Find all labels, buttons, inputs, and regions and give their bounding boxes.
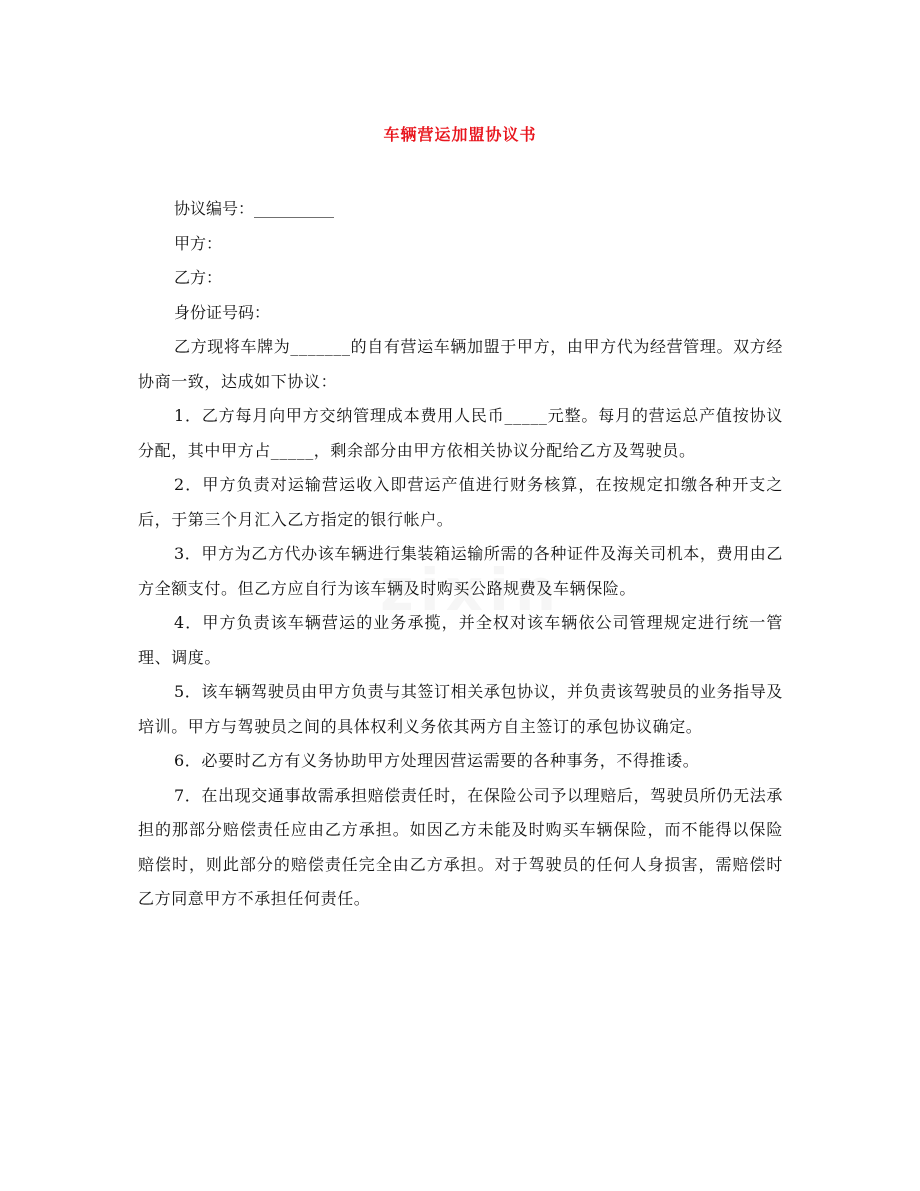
intro-paragraph: 乙方现将车牌为_______的自有营运车辆加盟于甲方，由甲方代为经营管理。双方经协商一致，达成如下协议： <box>138 337 783 391</box>
clause-5: 5．该车辆驾驶员由甲方负责与其签订相关承包协议，并负责该驾驶员的业务指导及培训。甲方与驾驶员之间的具体权利义务依其两方自主签订的承包协议确定。 <box>138 682 783 736</box>
party-a-field: 甲方： <box>174 233 223 253</box>
clause-6: 6．必要时乙方有义务协助甲方处理因营运需要的各种事务，不得推诿。 <box>174 751 700 770</box>
document-body <box>138 192 783 917</box>
clause-1: 1．乙方每月向甲方交纳管理成本费用人民币_____元整。每月的营运总产值按协议分配，其中甲方占_____，剩余部分由甲方依相关协议分配给乙方及驾驶员。 <box>138 406 783 460</box>
clause-2: 2．甲方负责对运输营运收入即营运产值进行财务核算，在按规定扣缴各种开支之后，于第三个月汇入乙方指定的银行帐户。 <box>138 475 783 529</box>
clause-4: 4．甲方负责该车辆营运的业务承揽，并全权对该车辆依公司管理规定进行统一管理、调度。 <box>138 613 783 667</box>
agreement-number-field: 协议编号：__________ <box>174 199 335 218</box>
document-title: 车辆营运加盟协议书 <box>383 125 537 144</box>
id-number-field: 身份证号码： <box>174 302 271 322</box>
clause-7: 7．在出现交通事故需承担赔偿责任时，在保险公司予以理赔后，驾驶员所仍无法承担的那部分赔偿责任应由乙方承担。如因乙方未能及时购买车辆保险，而不能得以保险赔偿时，则此部分的赔偿责任完全由乙方承担。对于驾驶员的任何人身损害，需赔偿时乙方同意甲方不承担任何责任。 <box>138 785 783 908</box>
party-b-field: 乙方： <box>174 268 223 287</box>
clause-3: 3．甲方为乙方代办该车辆进行集装箱运输所需的各种证件及海关司机本，费用由乙方全额支付。但乙方应自行为该车辆及时购买公路规费及车辆保险。 <box>138 544 783 598</box>
